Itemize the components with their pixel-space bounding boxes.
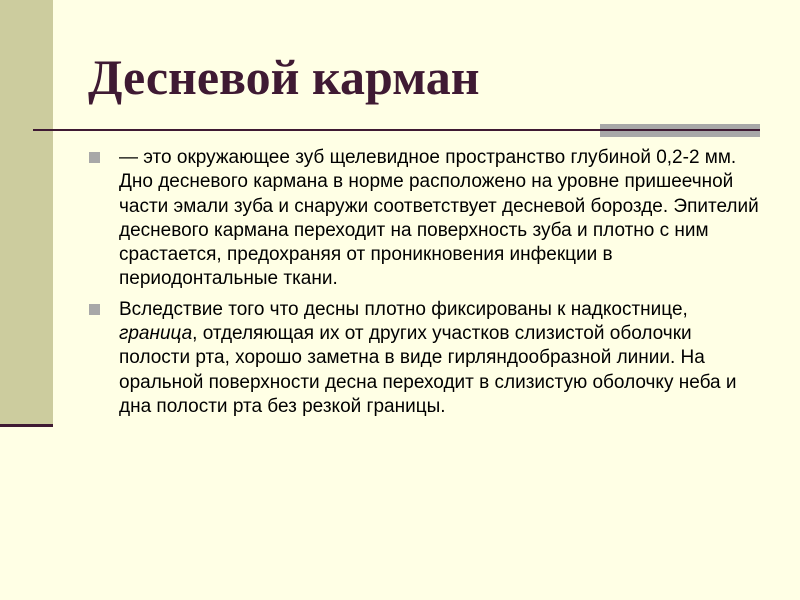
slide-body [88,146,760,425]
title-accent-rule [600,129,760,131]
square-bullet-icon [89,304,100,315]
left-decorative-band [0,0,53,426]
title-divider-rule [33,129,600,131]
bullet-item [88,298,760,419]
slide-title: Десневой карман [88,49,480,105]
square-bullet-icon [89,152,100,163]
bullet-text: — это окружающее зуб щелевидное пространство глубиной 0,2-2 мм. Дно десневого кармана в норме расположено на уровне пришеечной части эмали зуба и снаружи соответствует десневой борозде. Эпителий десневого кармана переходит на поверхность зуба и плотно с ним срастается, предохраняя от проникновения инфекции в периодонтальные ткани. [119,147,759,290]
bullet-text-emphasis: граница [119,323,193,345]
bullet-item [88,146,760,292]
bullet-text-start: Вследствие того что десны плотно фиксированы к надкостнице, [119,298,688,320]
bullet-text-end: , отделяющая их от других участков слизистой оболочки полости рта, хорошо заметна в виде гирляндообразной линии. На оральной поверхности десна переходит в слизистую оболочку неба и дна полости рта без резкой границы. [119,323,737,417]
left-band-underline [0,424,53,427]
